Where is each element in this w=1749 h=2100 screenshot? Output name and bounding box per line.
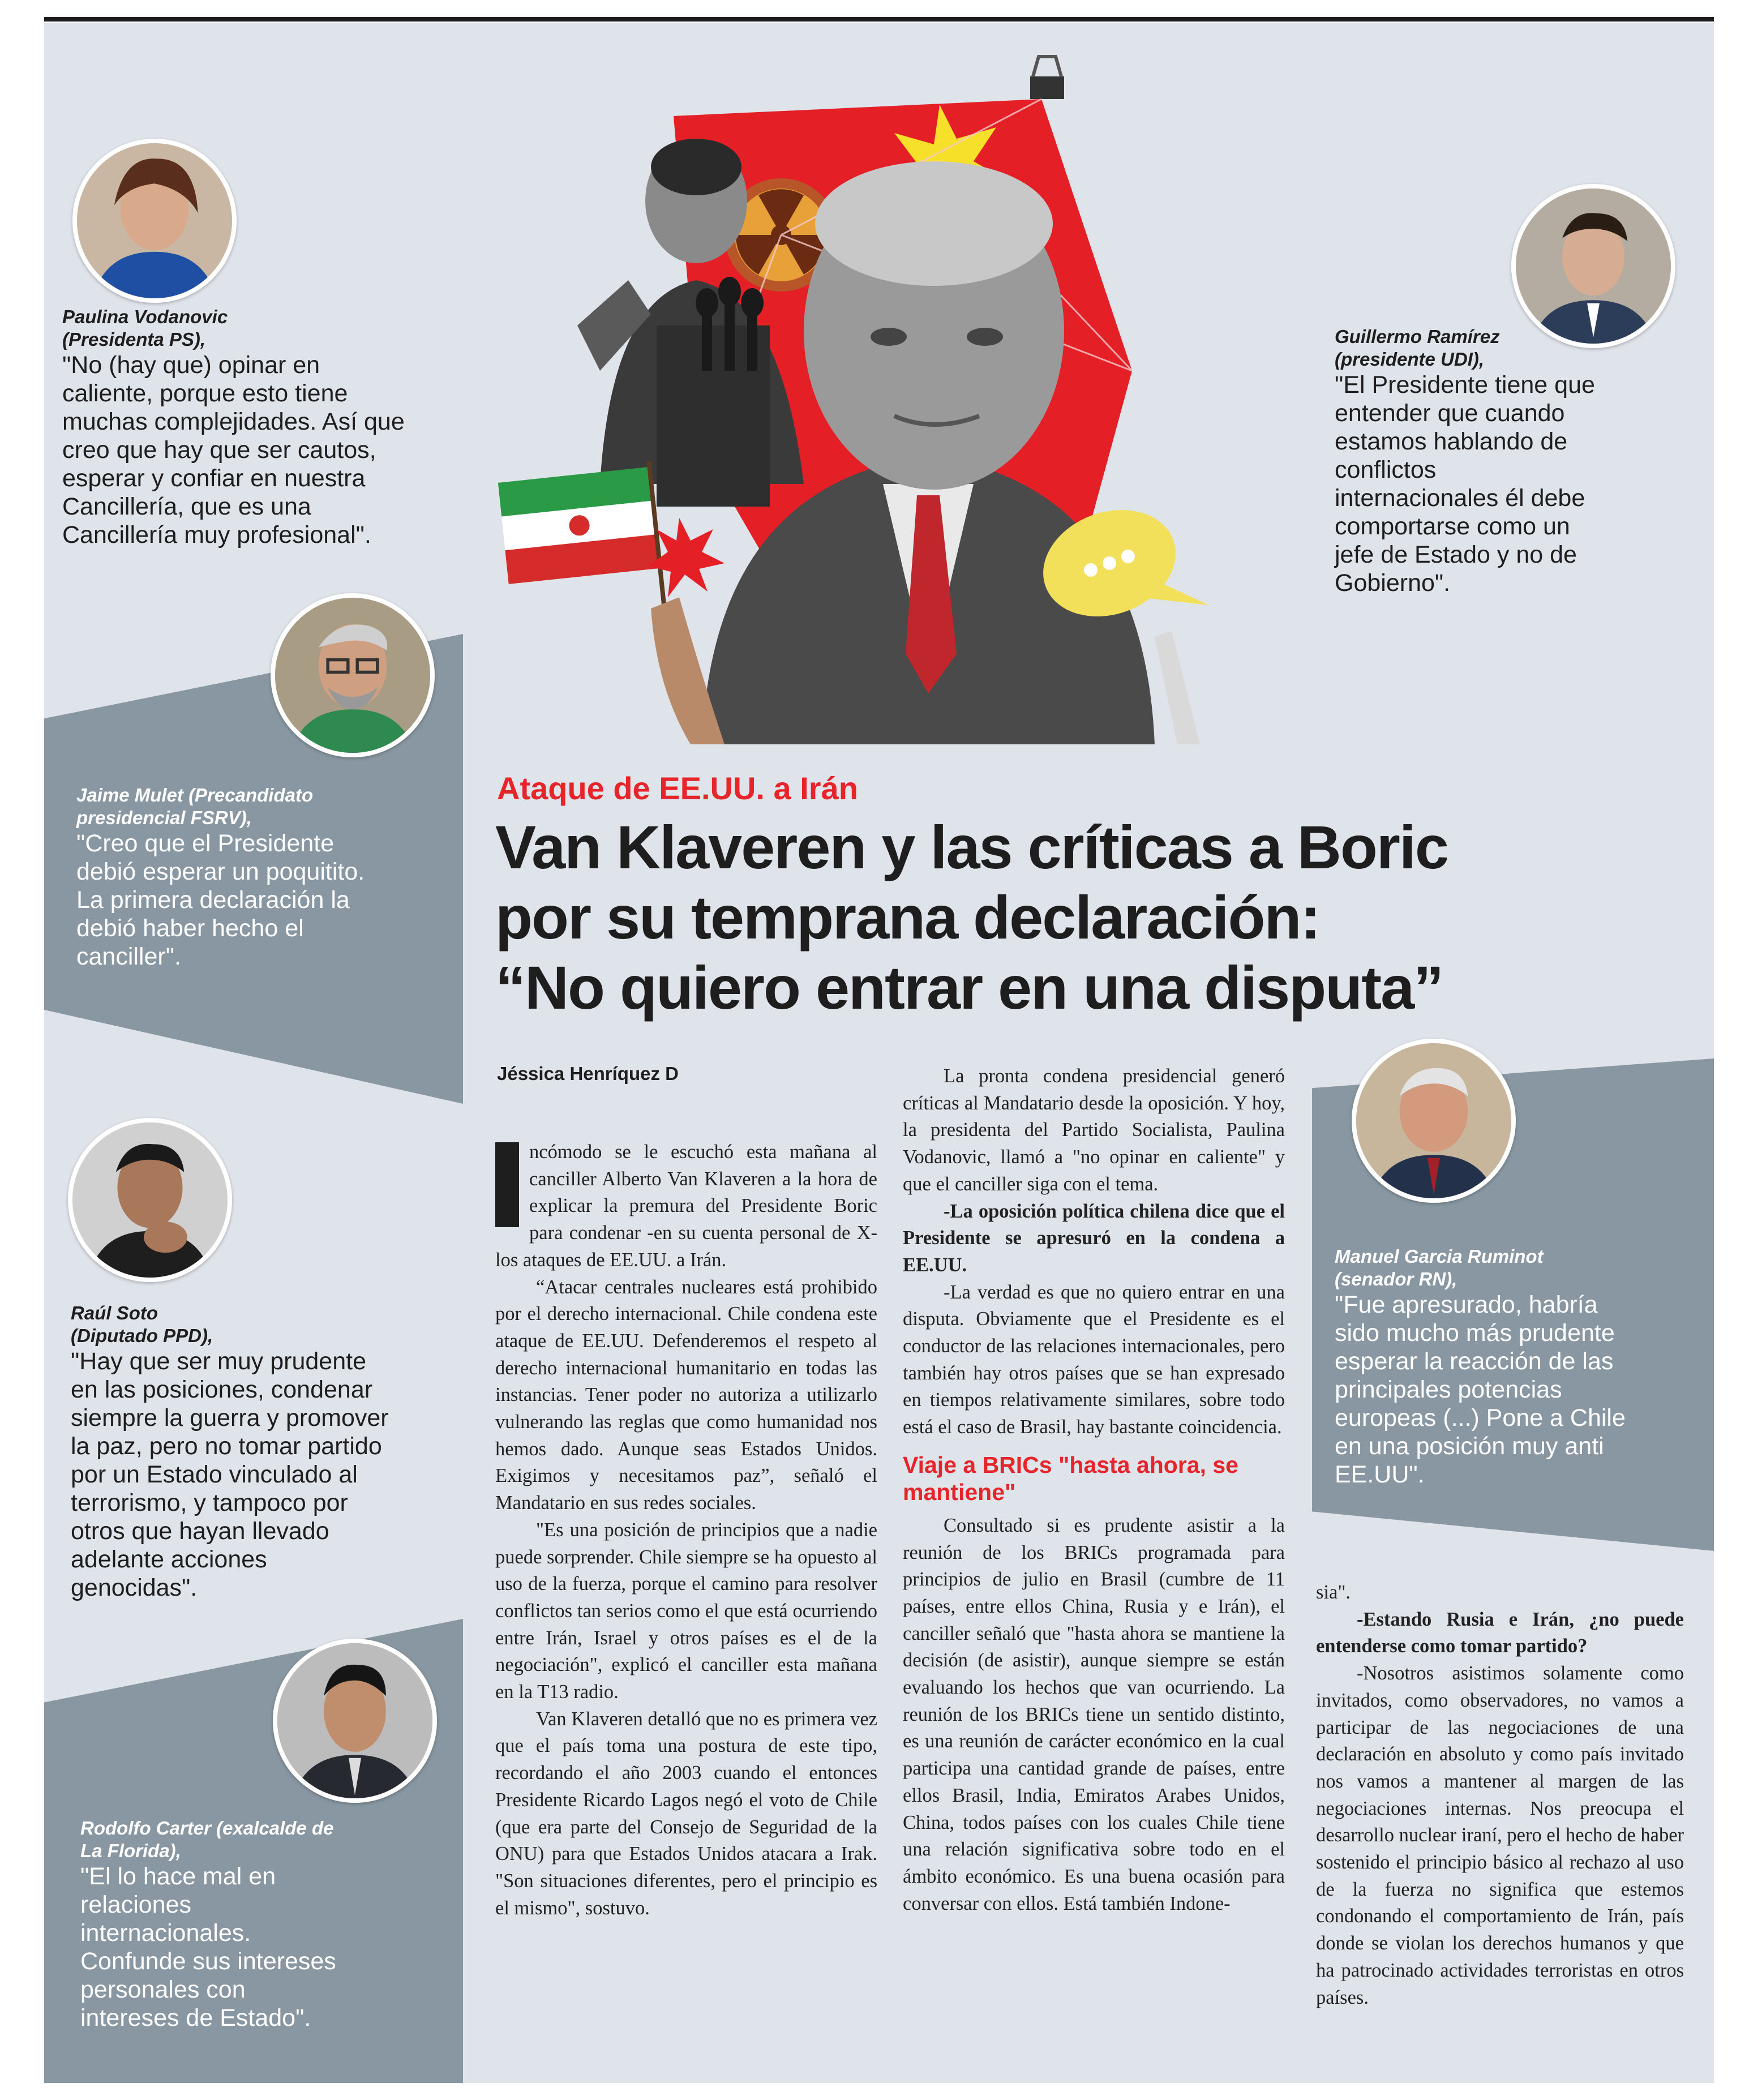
drop-cap — [495, 1142, 519, 1227]
quote-vodanovic-text: "No (hay que) opinar en caliente, porque esto tiene muchas complejidades. Así que creo que hay que ser cautos, esperar y confiar en nuestra Cancillería, que es una Cancillería muy profesional". — [62, 352, 405, 548]
quote-mulet-text: "Creo que el Presidente debió esperar un poquitito. La primera declaración la debió haber hecho el canciller". — [76, 830, 365, 970]
article-kicker: Ataque de EE.UU. a Irán — [497, 770, 858, 806]
paragraph-continuation: sia". — [1316, 1582, 1351, 1603]
paragraph: ncómodo se le escuchó esta mañana al canciller Alberto Van Klaveren a la hora de explicar la premura del Presidente Boric para condenar -en su cuenta personal de X- los ataques de EE.UU. a Irán. — [495, 1141, 877, 1271]
quote-vodanovic-name: Paulina Vodanovic (Presidenta PS), — [62, 306, 228, 350]
body-column-2 — [903, 1063, 1285, 1917]
section-subhead: Viaje a BRICs "hasta ahora, se mantiene" — [903, 1451, 1238, 1505]
quote-carter-text: "El lo hace mal en relaciones internacionales. Confunde sus intereses personales con intereses de Estado". — [80, 1863, 336, 2032]
quote-mulet-name: Jaime Mulet (Precandidato presidencial FSRV), — [76, 785, 314, 828]
quote-carter — [80, 1817, 454, 2032]
paragraph: "Es una posición de principios que a nadie puede sorprender. Chile siempre se ha opuesto al uso de la fuerza, porque el camino para resolver conflictos tan serios como el que está ocurriendo entre Irán, Israel y otros países es el de la negociación", explicó el canciller esta mañana en la T13 radio. — [495, 1519, 877, 1703]
quote-garcia-name: Manuel Garcia Ruminot (senador RN), — [1335, 1246, 1544, 1289]
body-column-3 — [1316, 1579, 1684, 2011]
quote-carter-name: Rodolfo Carter (exalcalde de La Florida), — [80, 1818, 334, 1861]
interview-question: -La oposición política chilena dice que el Presidente se apresuró en la condena a EE.UU. — [903, 1200, 1285, 1276]
quote-soto-text: "Hay que ser muy prudente en las posiciones, condenar siempre la guerra y promover la paz, pero no tomar partido por un Estado vinculado al terrorismo, y tampoco por otros que hayan llevado adelante acciones genocidas". — [71, 1348, 389, 1601]
top-rule — [44, 17, 1714, 22]
paragraph: “Atacar centrales nucleares está prohibido por el derecho internacional. Chile condena este ataque de EE.UU. Defenderemos el respeto al derecho internacional humanitario en todas las instancias. Tener poder no autoriza a utilizarlo vulnerando las reglas que como humanidad nos hemos dado. Aunque seas Estados Unidos. Exigimos y necesitamos paz”, señaló el Mandatario en sus redes sociales. — [495, 1276, 877, 1514]
quote-garcia — [1335, 1245, 1703, 1489]
paragraph: La pronta condena presidencial generó críticas al Mandatario desde la oposición. Y hoy, la presidenta del Partido Socialista, Paulina Vodanovic, llamó a "no opinar en caliente" y que el canciller siga con el tema. — [903, 1065, 1285, 1195]
quote-ramirez — [1335, 325, 1708, 597]
avatar-mulet — [271, 593, 435, 757]
iran-flag-icon — [498, 461, 667, 623]
quote-garcia-text: "Fue apresurado, habría sido mucho más prudente esperar la reacción de las principales potencias europeas (...) Pone a Chile en una posición muy anti EE.UU". — [1335, 1291, 1626, 1488]
avatar-garcia — [1352, 1039, 1516, 1203]
collage-illustration — [487, 54, 1302, 744]
quote-ramirez-text: "El Presidente tiene que entender que cuando estamos hablando de conflictos internacionales él debe comportarse como un jefe de Estado y no de Gobierno". — [1335, 371, 1595, 597]
article-headline: Van Klaveren y las críticas a Boric por su temprana declaración: “No quiero entrar en una disputa” — [495, 813, 1448, 1022]
article-byline: Jéssica Henríquez D — [497, 1063, 679, 1084]
quote-soto-name: Raúl Soto (Diputado PPD), — [71, 1302, 213, 1346]
quote-mulet — [76, 784, 450, 971]
interview-answer: -Nosotros asistimos solamente como invitados, como observadores, no vamos a participar de las negociaciones de una declaración en absoluto y como país invitado nos vamos a mantener al margen de las negociaciones internas. Nos preocupa el desarrollo nuclear iraní, pero el hecho de haber sostenido el principio básico al rechazo al uso de la fuerza no significa que estemos condonando el comportamiento de Irán, país donde se violan los derechos humanos y que ha patrocinado actividades terroristas en otros países. — [1316, 1662, 1684, 2008]
avatar-soto — [68, 1118, 232, 1282]
interview-answer: -La verdad es que no quiero entrar en una disputa. Obviamente que el Presidente es el conductor de las relaciones internacionales, pero también hay otros países que se han expresado en tiempos relativamente similares, sobre todo está el caso de Brasil, hay bastante coincidencia. — [903, 1281, 1285, 1438]
quote-vodanovic — [62, 306, 470, 549]
paragraph: Van Klaveren detalló que no es primera vez que el país toma una postura de este tipo, recordando el año 2003 cuando el entonces Presidente Ricardo Lagos negó el voto de Chile (que era parte del Consejo de Seguridad de la ONU) para que Estados Unidos atacara a Irak. "Son situaciones diferentes, pero el principio es el mismo", sostuvo. — [495, 1708, 877, 1919]
quote-ramirez-name: Guillermo Ramírez (presidente UDI), — [1335, 326, 1500, 370]
avatar-carter — [273, 1639, 437, 1803]
avatar-vodanovic — [72, 139, 237, 303]
avatar-ramirez — [1511, 184, 1675, 348]
quote-soto — [71, 1302, 484, 1602]
paragraph: Consultado si es prudente asistir a la reunión de los BRICs programada para principios de julio en Brasil (cumbre de 11 países, entre ellos China, Rusia y e Irán), el canciller señaló que "hasta ahora se mantiene la decisión (de asistir), aunque siempre se están evaluando los hechos que van ocurriendo. La reunión de los BRICs tiene un sentido distinto, es una reunión de carácter económico en la cual participa una cantidad grande de países, entre ellos Brasil, India, Emiratos Arabes Unidos, China, todos países con los cuales Chile tiene una relación significativa sobre todo en el ámbito económico. Es una buena ocasión para conversar con ellos. Está también Indone- — [903, 1514, 1285, 1914]
interview-question: -Estando Rusia e Irán, ¿no puede entenderse como tomar partido? — [1316, 1608, 1684, 1657]
body-column-1 — [495, 1139, 877, 1922]
binder-clip-icon — [1030, 57, 1064, 99]
